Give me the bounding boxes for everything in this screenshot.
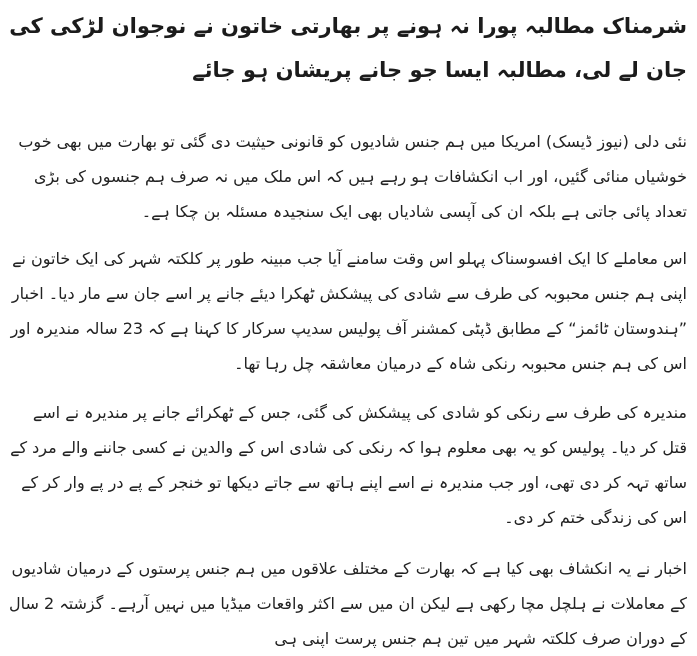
article-paragraph: مندیرہ کی طرف سے رنکی کو شادی کی پیشکش کی گئی، جس کے ٹھکرائے جانے پر مندیرہ نے اسے قتل کر دیا۔ پولیس کو یہ بھی معلوم ہوا کہ رنکی کی شادی اس کے والدین نے کسی جاننے والے مرد کے ساتھ تہہ کر دی تھی، اور جب مندیرہ نے اسے اپنے ہاتھ سے جاتے دیکھا تو خنجر کے پے در پے وار کر کے اس کی زندگی ختم کر دی۔ [10,403,687,527]
article-paragraph: نئی دلی (نیوز ڈیسک) امریکا میں ہم جنس شادیوں کو قانونی حیثیت دی گئی تو بھارت میں بھی خوب خوشیاں منائی گئیں، اور اب انکشافات ہو رہے ہیں کہ اس ملک میں نہ صرف ہم جنسوں کی بڑی تعداد پائی جاتی ہے بلکہ ان کی آپسی شادیاں بھی ایک سنجیدہ مسئلہ بن چکا ہے۔ [18,132,687,221]
article-paragraph: اخبار نے یہ انکشاف بھی کیا ہے کہ بھارت کے مختلف علاقوں میں ہم جنس پرستوں کے درمیان شادیوں کے معاملات نے ہلچل مچا رکھی ہے لیکن ان میں سے اکثر واقعات میڈیا میں نہیں آرہے۔ گزشتہ 2 سال کے دوران صرف کلکتہ شہر میں تین ہم جنس پرست اپنی ہی [9,559,687,648]
article-headline: شرمناک مطالبہ پورا نہ ہونے پر بھارتی خاتون نے نوجوان لڑکی کی جان لے لی، مطالبہ ایسا جو جانے پریشان ہو جائے [9,14,687,82]
article-paragraph: اس معاملے کا ایک افسوسناک پہلو اس وقت سامنے آیا جب مبینہ طور پر کلکتہ شہر کی ایک خاتون نے اپنی ہم جنس محبوبہ کی طرف سے شادی کی پیشکش ٹھکرا دیئے جانے پر اسے جان سے مار دیا۔ اخبار ”ہندوستان ٹائمز“ کے مطابق ڈپٹی کمشنر آف پولیس سدیپ سرکار کا کہنا ہے کہ 23 سالہ مندیرہ اور اس کی ہم جنس محبوبہ رنکی شاہ کے درمیان معاشقہ چل رہا تھا۔ [10,249,687,373]
